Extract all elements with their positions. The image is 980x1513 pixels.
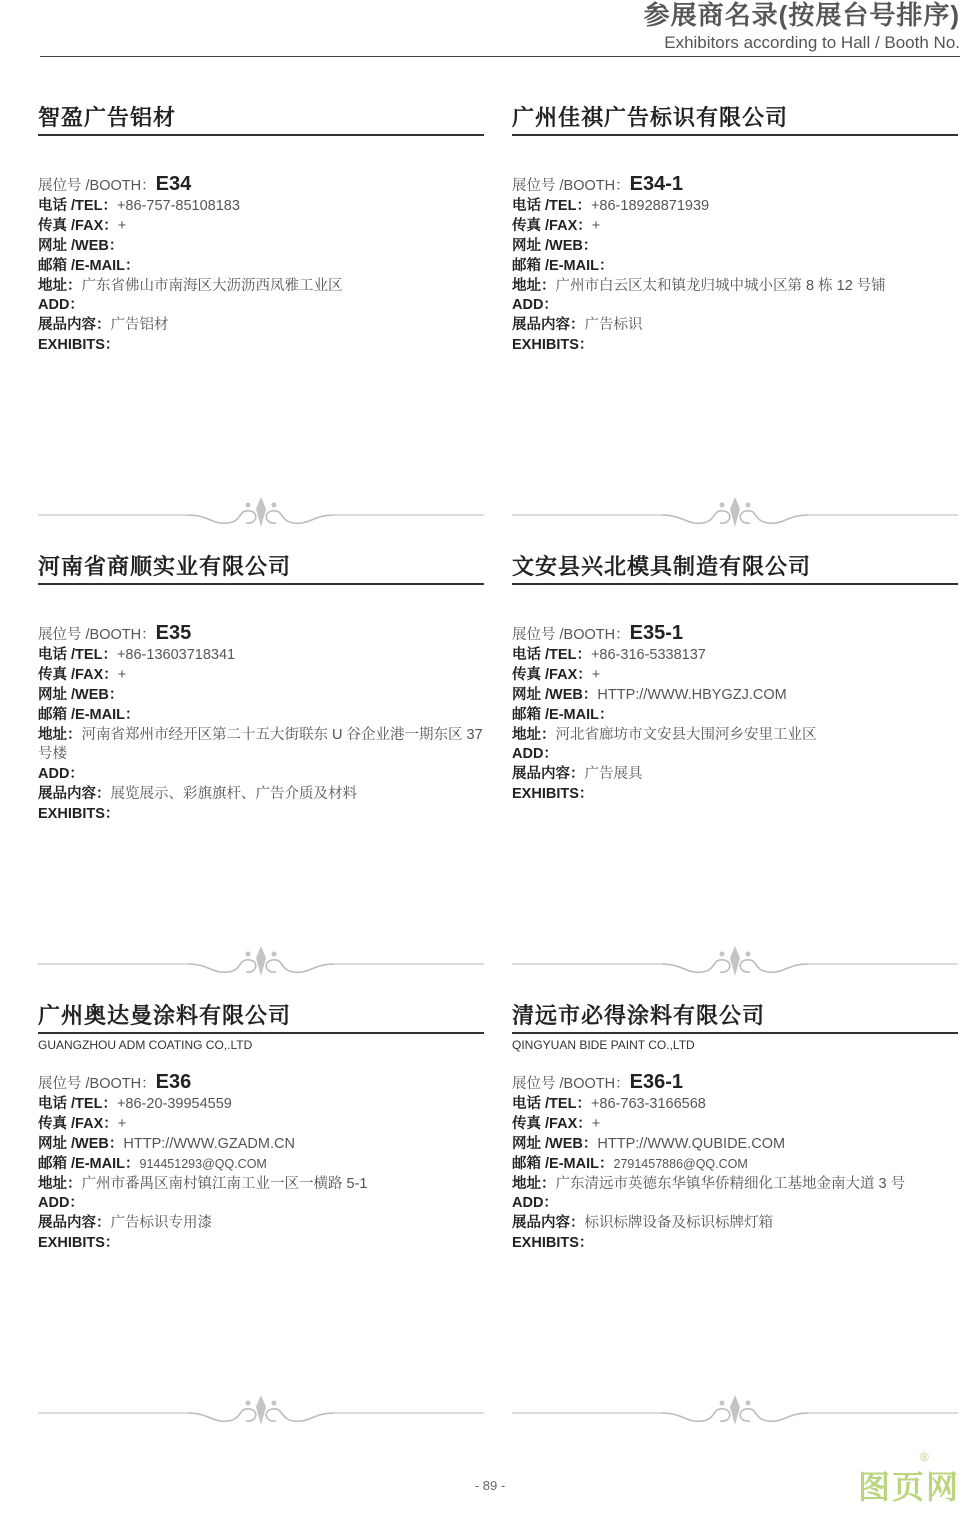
fax-value: + bbox=[117, 1115, 127, 1132]
exhibits-en-label: EXHIBITS： bbox=[512, 786, 594, 803]
exhibits-label: 展品内容： bbox=[38, 786, 111, 803]
booth-number: E36-1 bbox=[629, 1071, 683, 1093]
booth-number: E36 bbox=[155, 1071, 192, 1093]
email-label: 邮箱 /E-MAIL： bbox=[38, 257, 140, 274]
company-name-en bbox=[512, 139, 958, 155]
email-label: 邮箱 /E-MAIL： bbox=[38, 706, 140, 723]
add-label: ADD： bbox=[38, 766, 84, 783]
tel-label: 电话 /TEL： bbox=[512, 197, 591, 214]
address-label: 地址： bbox=[512, 277, 556, 294]
booth-label: 展位号 /BOOTH： bbox=[512, 1076, 630, 1092]
exhibits-value: 广告铝材 bbox=[110, 317, 169, 334]
flourish-divider bbox=[512, 942, 958, 982]
address-label: 地址： bbox=[512, 1175, 556, 1192]
company-name-en bbox=[38, 588, 484, 604]
exhibitor-card bbox=[512, 553, 958, 805]
web-label: 网址 /WEB： bbox=[512, 1135, 598, 1152]
email-label: 邮箱 /E-MAIL： bbox=[512, 706, 614, 723]
booth-label: 展位号 /BOOTH： bbox=[38, 627, 156, 643]
web-value[interactable]: HTTP://WWW.HBYGZJ.COM bbox=[597, 686, 787, 703]
company-name-en bbox=[512, 588, 958, 604]
exhibits-en-label: EXHIBITS： bbox=[512, 1235, 594, 1252]
exhibitor-card bbox=[38, 104, 484, 356]
exhibits-label: 展品内容： bbox=[38, 317, 111, 334]
booth-number: E34-1 bbox=[629, 173, 683, 195]
exhibits-en-label: EXHIBITS： bbox=[38, 337, 120, 354]
fax-value: + bbox=[591, 666, 601, 683]
header-title-en: Exhibitors according to Hall / Booth No. bbox=[664, 33, 960, 52]
add-label: ADD： bbox=[38, 1195, 84, 1212]
web-label: 网址 /WEB： bbox=[38, 237, 124, 254]
web-value[interactable]: HTTP://WWW.QUBIDE.COM bbox=[597, 1135, 786, 1152]
company-name-en bbox=[38, 139, 484, 155]
page-number: - 89 - bbox=[474, 1478, 506, 1493]
web-label: 网址 /WEB： bbox=[38, 686, 124, 703]
add-label: ADD： bbox=[512, 297, 558, 314]
fax-value: + bbox=[591, 1115, 601, 1132]
flourish-divider bbox=[512, 1391, 958, 1431]
contact-info bbox=[512, 1073, 958, 1254]
add-label: ADD： bbox=[38, 297, 84, 314]
address-label: 地址： bbox=[512, 726, 556, 743]
tel-value: +86-316-5338137 bbox=[590, 646, 706, 663]
exhibits-value: 广告标识专用漆 bbox=[110, 1215, 212, 1232]
tel-value: +86-763-3166568 bbox=[590, 1095, 706, 1112]
booth-number: E34 bbox=[155, 173, 192, 195]
exhibits-en-label: EXHIBITS： bbox=[38, 806, 120, 823]
exhibitor-card bbox=[38, 1002, 484, 1254]
email-value[interactable]: 914451293@QQ.COM bbox=[139, 1156, 267, 1171]
fax-label: 传真 /FAX： bbox=[38, 1115, 118, 1132]
booth-label: 展位号 /BOOTH： bbox=[38, 178, 156, 194]
flourish-divider bbox=[512, 493, 958, 533]
company-name-en: QINGYUAN BIDE PAINT CO.,LTD bbox=[512, 1038, 695, 1052]
exhibits-en-label: EXHIBITS： bbox=[38, 1235, 120, 1252]
fax-label: 传真 /FAX： bbox=[512, 217, 592, 234]
exhibitor-card bbox=[512, 1002, 958, 1254]
exhibits-value: 广告标识 bbox=[584, 317, 643, 334]
web-label: 网址 /WEB： bbox=[38, 1135, 124, 1152]
tel-label: 电话 /TEL： bbox=[512, 1095, 591, 1112]
fax-label: 传真 /FAX： bbox=[512, 1115, 592, 1132]
tel-value: +86-20-39954559 bbox=[116, 1095, 232, 1112]
exhibitor-card bbox=[512, 104, 958, 356]
flourish-divider bbox=[38, 493, 484, 533]
exhibits-en-label: EXHIBITS： bbox=[512, 337, 594, 354]
address-label: 地址： bbox=[38, 1175, 82, 1192]
fax-value: + bbox=[117, 217, 127, 234]
booth-number: E35-1 bbox=[629, 622, 683, 644]
fax-value: + bbox=[117, 666, 127, 683]
page-header bbox=[644, 0, 960, 54]
add-label: ADD： bbox=[512, 1195, 558, 1212]
company-name-cn: 智盈广告铝材 bbox=[38, 104, 484, 136]
exhibits-value: 标识标牌设备及标识标牌灯箱 bbox=[584, 1215, 773, 1232]
company-name-cn: 河南省商顺实业有限公司 bbox=[38, 553, 484, 585]
email-label: 邮箱 /E-MAIL： bbox=[38, 1155, 140, 1172]
address-value: 广东清远市英德东华镇华侨精细化工基地金南大道 3 号 bbox=[555, 1175, 906, 1192]
company-name-en: GUANGZHOU ADM COATING CO,.LTD bbox=[38, 1038, 253, 1052]
exhibits-value: 展览展示、彩旗旗杆、广告介质及材料 bbox=[110, 786, 357, 803]
watermark-logo: 图页网 bbox=[858, 1469, 961, 1505]
fax-label: 传真 /FAX： bbox=[38, 666, 118, 683]
registered-mark-icon: ® bbox=[920, 1450, 929, 1464]
web-value[interactable]: HTTP://WWW.GZADM.CN bbox=[123, 1135, 295, 1152]
company-name-cn: 文安县兴北模具制造有限公司 bbox=[512, 553, 958, 585]
tel-label: 电话 /TEL： bbox=[38, 646, 117, 663]
address-value: 广州市白云区太和镇龙归城中城小区第 8 栋 12 号铺 bbox=[555, 277, 886, 294]
header-title-cn: 参展商名录(按展台号排序) bbox=[643, 0, 960, 30]
address-label: 地址： bbox=[38, 277, 82, 294]
exhibits-label: 展品内容： bbox=[512, 1215, 585, 1232]
booth-number: E35 bbox=[155, 622, 192, 644]
booth-label: 展位号 /BOOTH： bbox=[512, 178, 630, 194]
web-label: 网址 /WEB： bbox=[512, 686, 598, 703]
contact-info bbox=[38, 1073, 484, 1254]
tel-label: 电话 /TEL： bbox=[38, 197, 117, 214]
contact-info bbox=[512, 175, 958, 356]
add-label: ADD： bbox=[512, 746, 558, 763]
exhibits-label: 展品内容： bbox=[512, 766, 585, 783]
address-value: 河北省廊坊市文安县大围河乡安里工业区 bbox=[555, 726, 817, 743]
email-label: 邮箱 /E-MAIL： bbox=[512, 1155, 614, 1172]
email-value[interactable]: 2791457886@QQ.COM bbox=[613, 1156, 748, 1171]
address-value: 河南省郑州市经开区第二十五大街联东 U 谷企业港一期东区 37 号楼 bbox=[38, 726, 483, 763]
address-label: 地址： bbox=[38, 726, 82, 743]
tel-value: +86-13603718341 bbox=[116, 646, 236, 663]
contact-info bbox=[512, 624, 958, 805]
header-divider bbox=[40, 56, 960, 57]
fax-label: 传真 /FAX： bbox=[38, 217, 118, 234]
exhibitor-card bbox=[38, 553, 484, 825]
tel-label: 电话 /TEL： bbox=[512, 646, 591, 663]
booth-label: 展位号 /BOOTH： bbox=[512, 627, 630, 643]
exhibits-label: 展品内容： bbox=[512, 317, 585, 334]
address-value: 广州市番禺区南村镇江南工业一区一横路 5-1 bbox=[81, 1175, 368, 1192]
contact-info bbox=[38, 624, 484, 825]
fax-value: + bbox=[591, 217, 601, 234]
tel-value: +86-18928871939 bbox=[590, 197, 710, 214]
tel-label: 电话 /TEL： bbox=[38, 1095, 117, 1112]
exhibits-label: 展品内容： bbox=[38, 1215, 111, 1232]
web-label: 网址 /WEB： bbox=[512, 237, 598, 254]
flourish-divider bbox=[38, 1391, 484, 1431]
email-label: 邮箱 /E-MAIL： bbox=[512, 257, 614, 274]
company-name-cn: 广州佳祺广告标识有限公司 bbox=[512, 104, 958, 136]
address-value: 广东省佛山市南海区大沥沥西凤雅工业区 bbox=[81, 277, 343, 294]
booth-label: 展位号 /BOOTH： bbox=[38, 1076, 156, 1092]
company-name-cn: 广州奥达曼涂料有限公司 bbox=[38, 1002, 484, 1034]
fax-label: 传真 /FAX： bbox=[512, 666, 592, 683]
exhibits-value: 广告展具 bbox=[584, 766, 643, 783]
tel-value: +86-757-85108183 bbox=[116, 197, 240, 214]
company-name-cn: 清远市必得涂料有限公司 bbox=[512, 1002, 958, 1034]
flourish-divider bbox=[38, 942, 484, 982]
contact-info bbox=[38, 175, 484, 356]
